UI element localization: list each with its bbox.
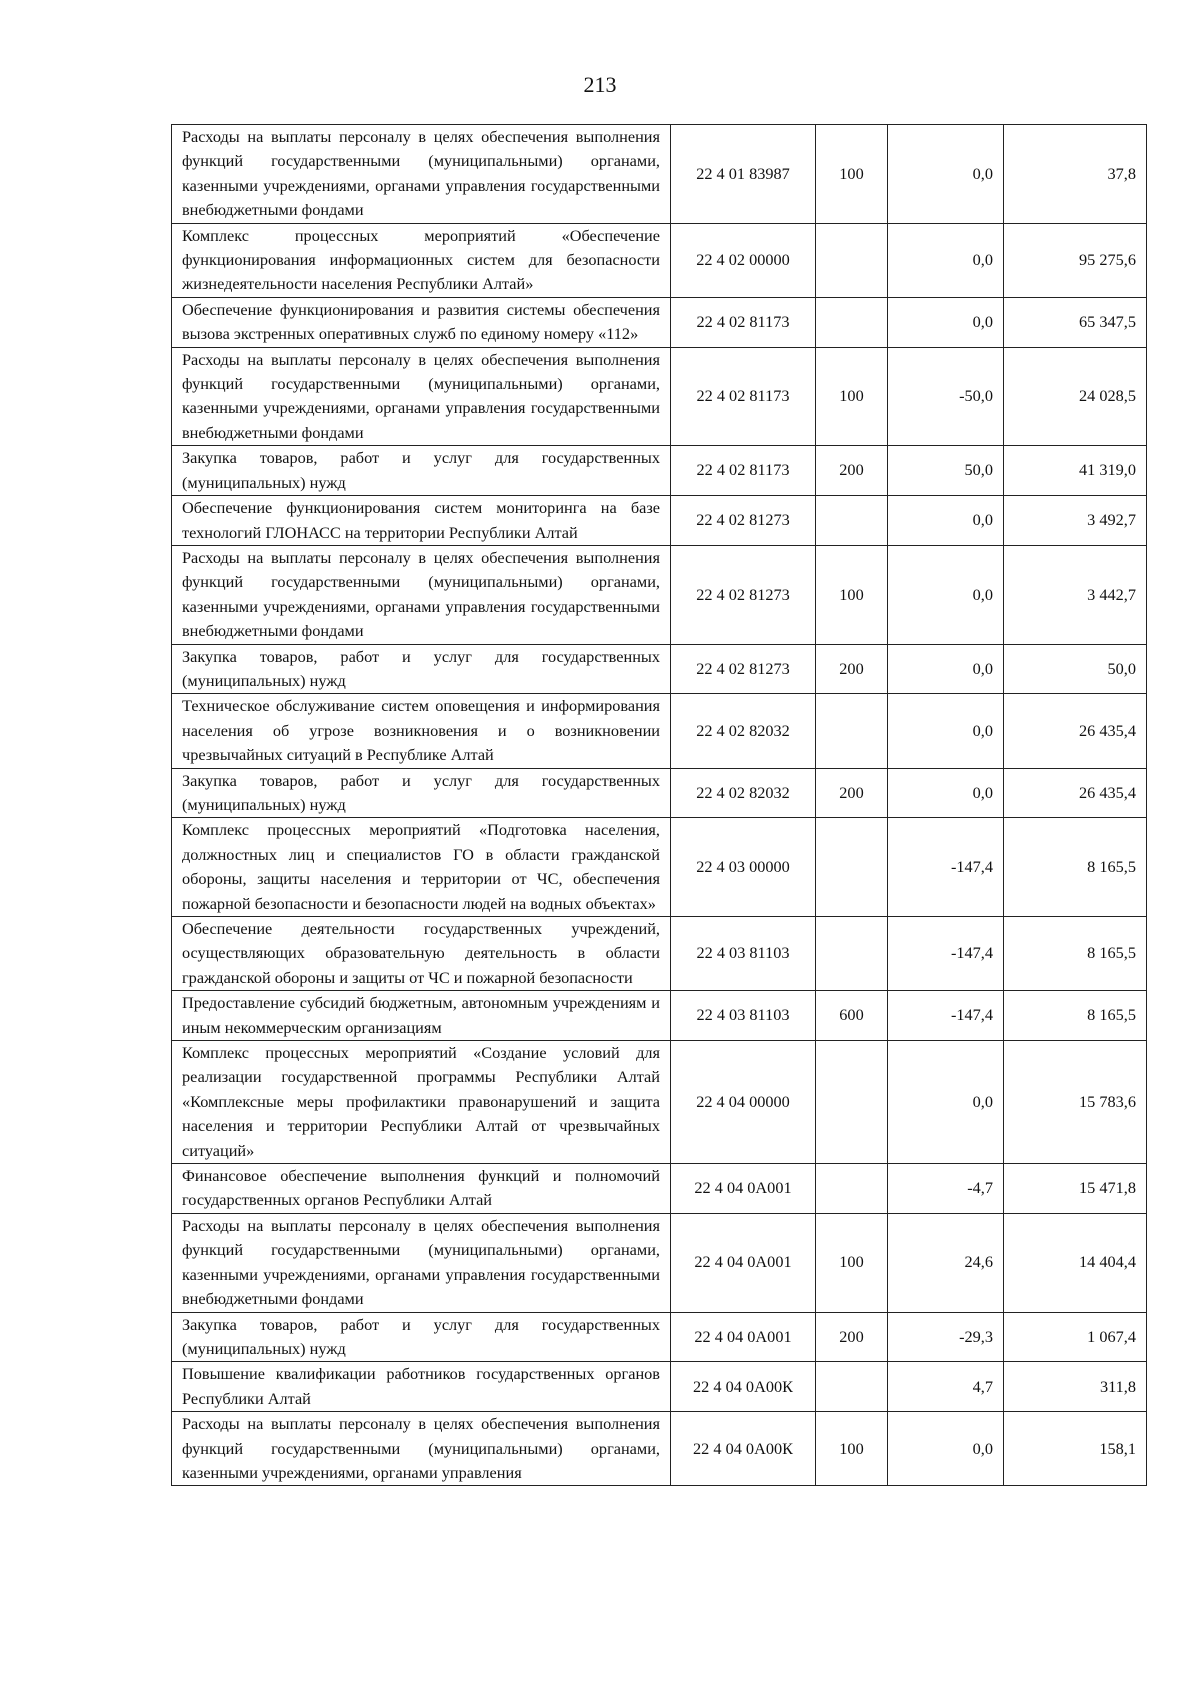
amount-change: 0,0 — [888, 768, 1004, 818]
expense-type-code: 200 — [816, 644, 888, 694]
target-article-code: 22 4 02 81173 — [671, 446, 816, 496]
expense-type-code — [816, 917, 888, 991]
amount-total: 50,0 — [1004, 644, 1147, 694]
amount-change: 50,0 — [888, 446, 1004, 496]
expense-type-code: 100 — [816, 1213, 888, 1312]
target-article-code: 22 4 04 00000 — [671, 1041, 816, 1164]
amount-total: 15 471,8 — [1004, 1164, 1147, 1214]
target-article-code: 22 4 02 82032 — [671, 768, 816, 818]
amount-total: 8 165,5 — [1004, 991, 1147, 1041]
table-row — [172, 1213, 1147, 1312]
amount-change: 0,0 — [888, 545, 1004, 644]
table-row — [172, 545, 1147, 644]
table-row — [172, 347, 1147, 446]
expense-name: Обеспечение деятельности государственных учреждений, осуществляющих образовательную деятельность в области гражданской обороны и защиты от ЧС и пожарной безопасности — [172, 917, 671, 991]
expense-name: Комплекс процессных мероприятий «Создание условий для реализации государственной программы Республики Алтай «Комплексные меры профилактики правонарушений и защита населения и территории Республики Алтай от чрезвычайных ситуаций» — [172, 1041, 671, 1164]
amount-change: 0,0 — [888, 125, 1004, 224]
amount-total: 95 275,6 — [1004, 223, 1147, 297]
table-row — [172, 1041, 1147, 1164]
amount-total: 26 435,4 — [1004, 694, 1147, 768]
amount-total: 41 319,0 — [1004, 446, 1147, 496]
expense-name: Комплекс процессных мероприятий «Подготовка населения, должностных лиц и специалистов ГО в области гражданской обороны, защиты населения и территории от ЧС, обеспечения пожарной безопасности и безопасности людей на водных объектах» — [172, 818, 671, 917]
target-article-code: 22 4 03 00000 — [671, 818, 816, 917]
target-article-code: 22 4 02 81173 — [671, 347, 816, 446]
target-article-code: 22 4 02 81173 — [671, 297, 816, 347]
expense-type-code — [816, 1164, 888, 1214]
expense-name: Техническое обслуживание систем оповещения и информирования населения об угрозе возникновения и о возникновении чрезвычайных ситуаций в Республике Алтай — [172, 694, 671, 768]
expense-type-code: 200 — [816, 1312, 888, 1362]
amount-change: -147,4 — [888, 917, 1004, 991]
expense-name: Закупка товаров, работ и услуг для государственных (муниципальных) нужд — [172, 644, 671, 694]
amount-total: 24 028,5 — [1004, 347, 1147, 446]
amount-change: 4,7 — [888, 1362, 1004, 1412]
expense-name: Расходы на выплаты персоналу в целях обеспечения выполнения функций государственными (муниципальными) органами, казенными учреждениями, органами управления государственными внебюджетными фондами — [172, 1213, 671, 1312]
amount-total: 26 435,4 — [1004, 768, 1147, 818]
amount-change: 0,0 — [888, 223, 1004, 297]
expense-type-code — [816, 496, 888, 546]
expense-type-code: 100 — [816, 545, 888, 644]
expense-type-code — [816, 1041, 888, 1164]
table-row — [172, 297, 1147, 347]
amount-change: 0,0 — [888, 1041, 1004, 1164]
target-article-code: 22 4 04 0A001 — [671, 1164, 816, 1214]
target-article-code: 22 4 02 81273 — [671, 545, 816, 644]
amount-change: 0,0 — [888, 1412, 1004, 1486]
target-article-code: 22 4 02 82032 — [671, 694, 816, 768]
amount-total: 8 165,5 — [1004, 818, 1147, 917]
expense-type-code — [816, 1362, 888, 1412]
target-article-code: 22 4 01 83987 — [671, 125, 816, 224]
amount-total: 8 165,5 — [1004, 917, 1147, 991]
expense-type-code: 100 — [816, 1412, 888, 1486]
target-article-code: 22 4 04 0A00К — [671, 1412, 816, 1486]
expense-type-code: 200 — [816, 768, 888, 818]
amount-change: -4,7 — [888, 1164, 1004, 1214]
expense-name: Закупка товаров, работ и услуг для государственных (муниципальных) нужд — [172, 446, 671, 496]
target-article-code: 22 4 04 0A001 — [671, 1213, 816, 1312]
table-row — [172, 446, 1147, 496]
amount-change: -147,4 — [888, 818, 1004, 917]
target-article-code: 22 4 03 81103 — [671, 991, 816, 1041]
table-row — [172, 694, 1147, 768]
table-row — [172, 991, 1147, 1041]
target-article-code: 22 4 02 81273 — [671, 644, 816, 694]
table-row — [172, 1312, 1147, 1362]
amount-change: -29,3 — [888, 1312, 1004, 1362]
target-article-code: 22 4 03 81103 — [671, 917, 816, 991]
expense-name: Закупка товаров, работ и услуг для государственных (муниципальных) нужд — [172, 1312, 671, 1362]
expense-type-code — [816, 297, 888, 347]
target-article-code: 22 4 04 0A00К — [671, 1362, 816, 1412]
expense-type-code: 100 — [816, 347, 888, 446]
expense-name: Расходы на выплаты персоналу в целях обеспечения выполнения функций государственными (муниципальными) органами, казенными учреждениями, органами управления — [172, 1412, 671, 1486]
expense-name: Повышение квалификации работников государственных органов Республики Алтай — [172, 1362, 671, 1412]
page-number: 213 — [583, 72, 617, 97]
amount-change: 0,0 — [888, 297, 1004, 347]
expense-type-code: 200 — [816, 446, 888, 496]
expense-type-code — [816, 818, 888, 917]
budget-table-body — [172, 125, 1147, 1486]
expense-name: Комплекс процессных мероприятий «Обеспечение функционирования информационных систем для безопасности жизнедеятельности населения Республики Алтай» — [172, 223, 671, 297]
amount-total: 3 492,7 — [1004, 496, 1147, 546]
table-row — [172, 768, 1147, 818]
expense-name: Предоставление субсидий бюджетным, автономным учреждениям и иным некоммерческим организациям — [172, 991, 671, 1041]
amount-total: 14 404,4 — [1004, 1213, 1147, 1312]
target-article-code: 22 4 02 81273 — [671, 496, 816, 546]
table-row — [172, 223, 1147, 297]
expense-type-code: 100 — [816, 125, 888, 224]
table-row — [172, 125, 1147, 224]
amount-total: 3 442,7 — [1004, 545, 1147, 644]
expense-name: Расходы на выплаты персоналу в целях обеспечения выполнения функций государственными (муниципальными) органами, казенными учреждениями, органами управления государственными внебюджетными фондами — [172, 545, 671, 644]
expense-type-code — [816, 223, 888, 297]
expense-name: Обеспечение функционирования и развития системы обеспечения вызова экстренных оперативных служб по единому номеру «112» — [172, 297, 671, 347]
table-row — [172, 644, 1147, 694]
table-row — [172, 1164, 1147, 1214]
amount-total: 65 347,5 — [1004, 297, 1147, 347]
table-row — [172, 1362, 1147, 1412]
amount-change: 0,0 — [888, 644, 1004, 694]
amount-total: 37,8 — [1004, 125, 1147, 224]
amount-total: 158,1 — [1004, 1412, 1147, 1486]
amount-change: -147,4 — [888, 991, 1004, 1041]
table-row — [172, 917, 1147, 991]
expense-name: Обеспечение функционирования систем мониторинга на базе технологий ГЛОНАСС на территории Республики Алтай — [172, 496, 671, 546]
table-row — [172, 1412, 1147, 1486]
amount-total: 1 067,4 — [1004, 1312, 1147, 1362]
expense-name: Расходы на выплаты персоналу в целях обеспечения выполнения функций государственными (муниципальными) органами, казенными учреждениями, органами управления государственными внебюджетными фондами — [172, 347, 671, 446]
expense-name: Закупка товаров, работ и услуг для государственных (муниципальных) нужд — [172, 768, 671, 818]
table-row — [172, 496, 1147, 546]
target-article-code: 22 4 04 0A001 — [671, 1312, 816, 1362]
target-article-code: 22 4 02 00000 — [671, 223, 816, 297]
amount-change: -50,0 — [888, 347, 1004, 446]
amount-total: 15 783,6 — [1004, 1041, 1147, 1164]
expense-name: Расходы на выплаты персоналу в целях обеспечения выполнения функций государственными (муниципальными) органами, казенными учреждениями, органами управления государственными внебюджетными фондами — [172, 125, 671, 224]
amount-change: 24,6 — [888, 1213, 1004, 1312]
budget-table — [171, 124, 1147, 1486]
expense-type-code: 600 — [816, 991, 888, 1041]
amount-change: 0,0 — [888, 496, 1004, 546]
amount-change: 0,0 — [888, 694, 1004, 768]
expense-name: Финансовое обеспечение выполнения функций и полномочий государственных органов Республики Алтай — [172, 1164, 671, 1214]
expense-type-code — [816, 694, 888, 768]
table-row — [172, 818, 1147, 917]
amount-total: 311,8 — [1004, 1362, 1147, 1412]
